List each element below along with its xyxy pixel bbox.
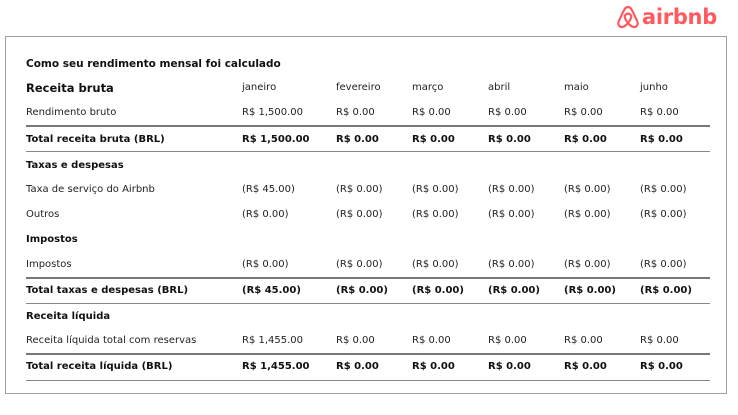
cell-value: R$ 0.00 [488,335,527,346]
section-header-row [26,230,711,250]
cell-value: (R$ 0.00) [564,209,611,220]
table-row [26,331,711,351]
row-label: Total taxas e despesas (BRL) [26,285,189,296]
cell-value: R$ 0.00 [412,361,455,372]
cell-value: (R$ 0.00) [488,285,540,296]
cell-value: (R$ 45.00) [242,184,295,195]
row-label: Impostos [26,259,72,270]
cell-value: R$ 0.00 [640,107,679,118]
row-label: Receita líquida total com reservas [26,335,197,346]
row-label: Outros [26,209,60,220]
cell-value: (R$ 0.00) [336,285,388,296]
cell-value: R$ 0.00 [564,335,603,346]
row-label: Total receita líquida (BRL) [26,361,173,372]
page-title: Como seu rendimento mensal foi calculado [26,58,281,70]
cell-value: (R$ 45.00) [242,285,301,296]
cell-value: (R$ 0.00) [488,259,535,270]
cell-value: R$ 0.00 [336,361,379,372]
total-row [26,130,711,150]
row-label: Rendimento bruto [26,107,117,118]
cell-value: (R$ 0.00) [412,259,459,270]
cell-value: R$ 1,455.00 [242,335,304,346]
cell-value: (R$ 0.00) [336,209,383,220]
month-header: fevereiro [336,82,381,93]
airbnb-belo-icon [616,4,640,30]
row-label: Total receita bruta (BRL) [26,134,165,145]
cell-value: (R$ 0.00) [412,184,459,195]
month-header: maio [564,82,589,93]
section-header-row [26,156,711,176]
cell-value: R$ 0.00 [564,134,607,145]
divider [26,277,710,279]
cell-value: R$ 0.00 [564,107,603,118]
cell-value: R$ 1,500.00 [242,134,310,145]
total-row [26,357,711,377]
table-row [26,255,711,275]
cell-value: (R$ 0.00) [564,184,611,195]
row-label: Taxa de serviço do Airbnb [26,184,155,195]
month-header: março [412,82,444,93]
total-row [26,281,711,301]
taxes-section-title: Impostos [26,234,78,245]
gross-section-title: Receita bruta [26,81,114,95]
fees-section-title: Taxas e despesas [26,160,124,171]
cell-value: (R$ 0.00) [412,285,464,296]
cell-value: (R$ 0.00) [564,285,616,296]
section-header-row [26,307,711,327]
cell-value: (R$ 0.00) [488,209,535,220]
cell-value: R$ 0.00 [336,134,379,145]
cell-value: R$ 1,500.00 [242,107,304,118]
month-header: abril [488,82,511,93]
net-section-title: Receita líquida [26,311,111,322]
cell-value: R$ 0.00 [412,107,451,118]
cell-value: (R$ 0.00) [336,184,383,195]
cell-value: (R$ 0.00) [242,209,289,220]
cell-value: R$ 0.00 [488,134,531,145]
month-header: janeiro [242,82,277,93]
divider [26,303,710,304]
cell-value: R$ 0.00 [412,335,451,346]
cell-value: R$ 0.00 [488,361,531,372]
cell-value: R$ 0.00 [640,134,683,145]
cell-value: (R$ 0.00) [242,259,289,270]
cell-value: R$ 0.00 [640,361,683,372]
cell-value: (R$ 0.00) [488,184,535,195]
cell-value: (R$ 0.00) [640,285,692,296]
cell-value: R$ 1,455.00 [242,361,310,372]
month-header: junho [640,82,668,93]
cell-value: R$ 0.00 [336,107,375,118]
cell-value: (R$ 0.00) [412,209,459,220]
divider [26,353,710,355]
table-row [26,205,711,225]
gross-header-row [26,78,711,98]
table-row [26,103,711,123]
divider [26,151,710,152]
cell-value: (R$ 0.00) [640,184,687,195]
cell-value: R$ 0.00 [564,361,607,372]
cell-value: R$ 0.00 [640,335,679,346]
cell-value: (R$ 0.00) [336,259,383,270]
cell-value: (R$ 0.00) [564,259,611,270]
cell-value: R$ 0.00 [412,134,455,145]
cell-value: R$ 0.00 [336,335,375,346]
divider [26,125,710,127]
cell-value: (R$ 0.00) [640,259,687,270]
cell-value: (R$ 0.00) [640,209,687,220]
income-calculation-card [5,36,727,394]
divider [26,380,710,381]
brand-name: airbnb [642,5,717,29]
cell-value: R$ 0.00 [488,107,527,118]
airbnb-logo [616,2,717,32]
table-row [26,180,711,200]
